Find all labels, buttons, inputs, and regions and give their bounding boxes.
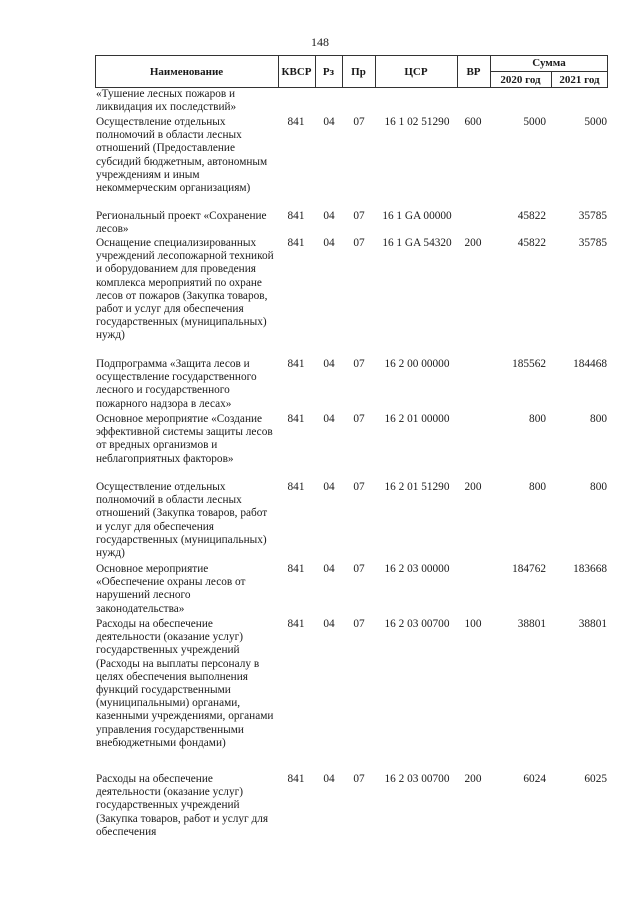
row-kvsr: 841 — [287, 618, 305, 630]
row-pr: 07 — [353, 563, 365, 575]
row-name: Основное мероприятие «Обеспечение охраны лесов от нарушений лесного законодательства» — [96, 563, 246, 615]
row-csr: 16 2 01 00000 — [384, 413, 450, 425]
row-csr: 16 2 00 00000 — [384, 358, 450, 370]
header-sum: Сумма — [532, 57, 566, 69]
row-csr: 16 1 GA 00000 — [382, 210, 452, 222]
row-name: «Тушение лесных пожаров и ликвидация их последствий» — [96, 88, 237, 114]
row-vr: 200 — [464, 237, 482, 249]
header-year-2020: 2020 год — [500, 74, 541, 86]
header-pr: Пр — [351, 66, 366, 78]
header-kvsr: КВСР — [281, 66, 312, 78]
row-sum-2020: 38801 — [517, 618, 546, 630]
row-rz: 04 — [323, 563, 335, 575]
row-rz: 04 — [323, 413, 335, 425]
row-sum-2021: 6025 — [584, 773, 607, 785]
row-rz: 04 — [323, 481, 335, 493]
row-sum-2021: 35785 — [578, 210, 607, 222]
row-name: Осуществление отдельных полномочий в области лесных отношений (Закупка товаров, работ и услуг для обеспечения государственных (муниципальных) нужд) — [96, 481, 268, 560]
header-year-2021: 2021 год — [559, 74, 600, 86]
row-kvsr: 841 — [287, 116, 305, 128]
row-pr: 07 — [353, 116, 365, 128]
row-name: Региональный проект «Сохранение лесов» — [96, 210, 267, 236]
row-sum-2020: 6024 — [523, 773, 546, 785]
row-sum-2020: 800 — [529, 413, 546, 425]
row-name: Оснащение специализированных учреждений лесопожарной техникой и оборудованием для проведения комплекса мероприятий по охране лесов от пожаров (Закупка товаров, работ и услуг для обеспечения государственных (муниципальных) нужд) — [96, 237, 274, 342]
row-pr: 07 — [353, 481, 365, 493]
row-pr: 07 — [353, 210, 365, 222]
row-vr: 600 — [464, 116, 482, 128]
row-sum-2021: 183668 — [573, 563, 607, 575]
header-top-border — [95, 55, 608, 56]
header-vr: ВР — [466, 66, 481, 78]
row-kvsr: 841 — [287, 210, 305, 222]
row-rz: 04 — [323, 116, 335, 128]
table-header — [95, 55, 608, 88]
header-rz: Рз — [322, 66, 335, 78]
row-sum-2021: 800 — [590, 413, 607, 425]
row-sum-2021: 184468 — [573, 358, 607, 370]
row-rz: 04 — [323, 618, 335, 630]
row-sum-2021: 800 — [590, 481, 607, 493]
row-rz: 04 — [323, 358, 335, 370]
page-number: 148 — [311, 35, 329, 49]
row-name: Расходы на обеспечение деятельности (оказание услуг) государственных учреждений (Закупка товаров, работ и услуг для обеспечения — [96, 773, 269, 838]
row-csr: 16 2 03 00700 — [384, 773, 450, 785]
row-kvsr: 841 — [287, 358, 305, 370]
row-sum-2021: 38801 — [578, 618, 607, 630]
row-vr: 100 — [464, 618, 482, 630]
row-sum-2020: 45822 — [517, 210, 546, 222]
row-kvsr: 841 — [287, 237, 305, 249]
row-sum-2020: 184762 — [512, 563, 546, 575]
row-name: Расходы на обеспечение деятельности (оказание услуг) государственных учреждений (Расходы на выплаты персоналу в целях обеспечения выполнения функций государственными (муниципальными) органами, казенными учреждениями, органами управления государственными внебюджетными фондами) — [96, 618, 274, 749]
row-kvsr: 841 — [287, 563, 305, 575]
row-name: Основное мероприятие «Создание эффективной системы защиты лесов от вредных организмов и неблагоприятных факторов» — [96, 413, 273, 465]
row-kvsr: 841 — [287, 413, 305, 425]
header-sum-divider — [490, 71, 608, 72]
header-csr: ЦСР — [404, 66, 428, 78]
row-name: Осуществление отдельных полномочий в области лесных отношений (Предоставление субсидий бюджетным, автономным учреждениям и иным некоммерческим организациям) — [96, 116, 268, 195]
row-pr: 07 — [353, 773, 365, 785]
row-sum-2020: 5000 — [523, 116, 546, 128]
row-name: Подпрограмма «Защита лесов и осуществление государственного лесного и государственного пожарного надзора в лесах» — [96, 358, 257, 410]
row-kvsr: 841 — [287, 773, 305, 785]
row-csr: 16 2 01 51290 — [384, 481, 450, 493]
row-pr: 07 — [353, 618, 365, 630]
row-csr: 16 1 GA 54320 — [382, 237, 452, 249]
row-kvsr: 841 — [287, 481, 305, 493]
row-sum-2020: 185562 — [512, 358, 546, 370]
row-pr: 07 — [353, 237, 365, 249]
row-sum-2021: 5000 — [584, 116, 607, 128]
header-name: Наименование — [149, 66, 224, 78]
row-sum-2021: 35785 — [578, 237, 607, 249]
row-sum-2020: 800 — [529, 481, 546, 493]
row-pr: 07 — [353, 358, 365, 370]
row-csr: 16 2 03 00700 — [384, 618, 450, 630]
row-pr: 07 — [353, 413, 365, 425]
row-vr: 200 — [464, 773, 482, 785]
row-rz: 04 — [323, 773, 335, 785]
row-csr: 16 2 03 00000 — [384, 563, 450, 575]
row-rz: 04 — [323, 237, 335, 249]
row-rz: 04 — [323, 210, 335, 222]
row-csr: 16 1 02 51290 — [384, 116, 450, 128]
row-sum-2020: 45822 — [517, 237, 546, 249]
row-vr: 200 — [464, 481, 482, 493]
